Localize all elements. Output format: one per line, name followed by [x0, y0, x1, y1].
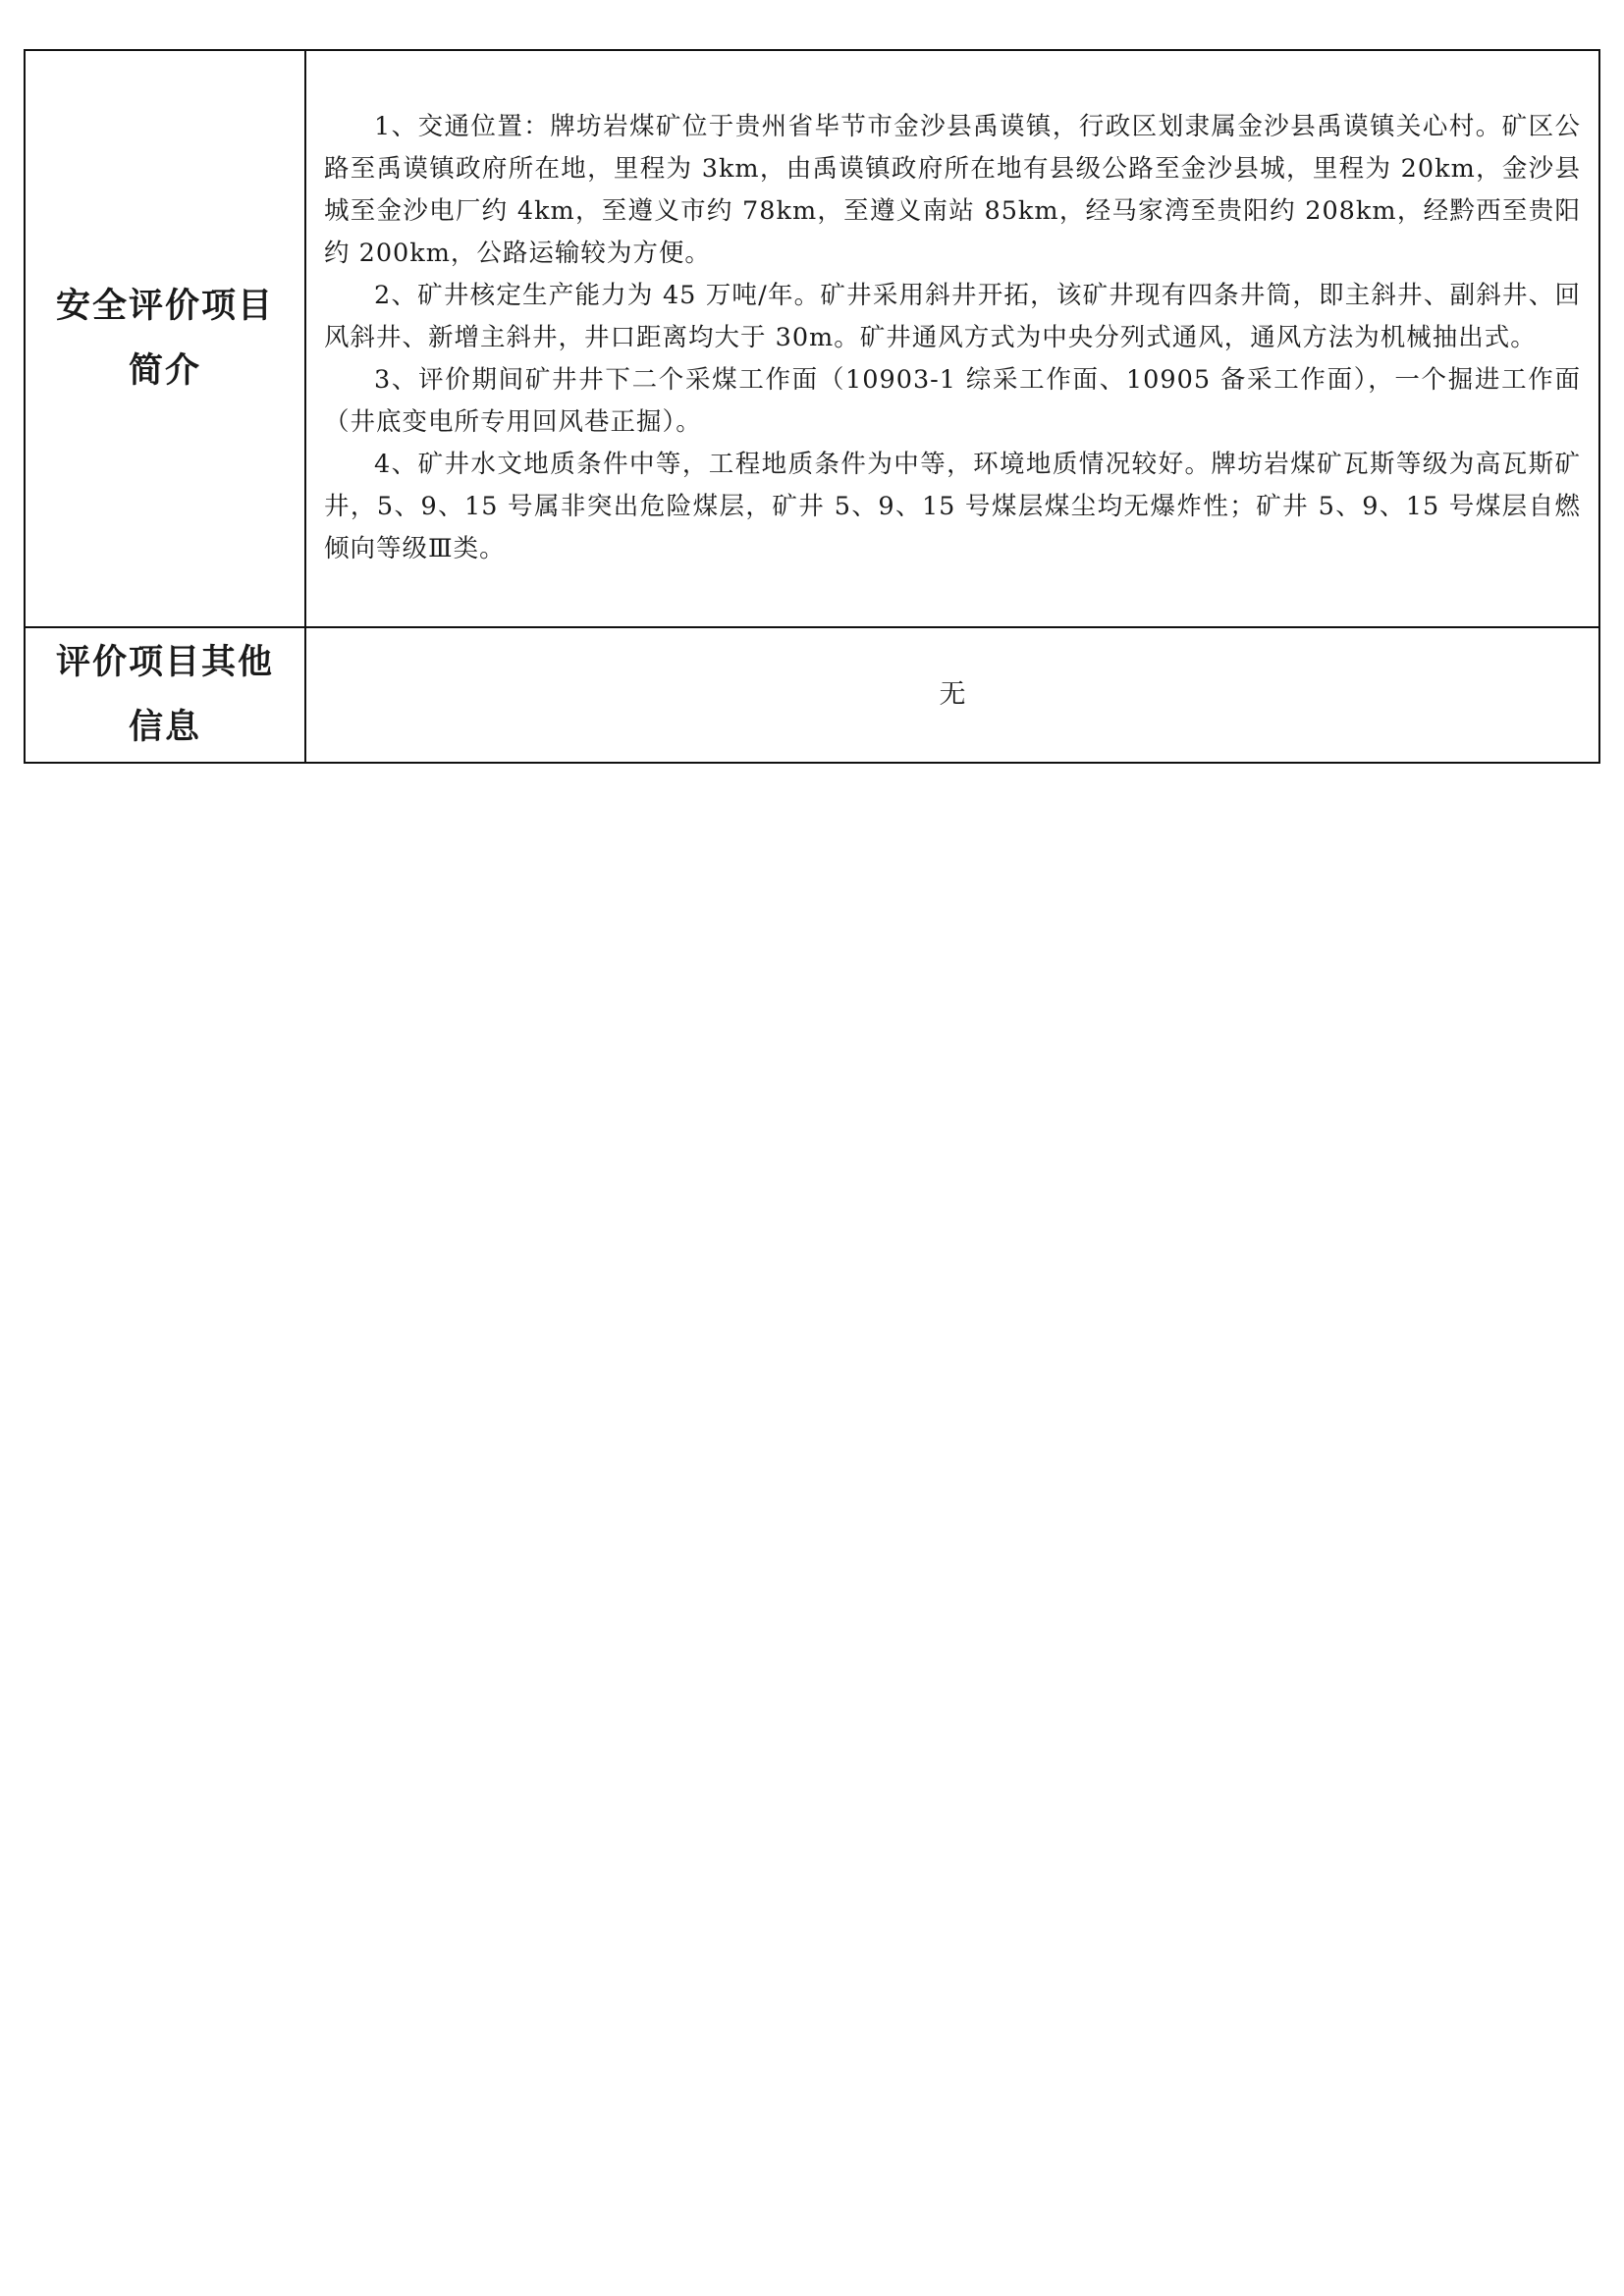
brief-paragraph-location: 1、交通位置：牌坊岩煤矿位于贵州省毕节市金沙县禹谟镇，行政区划隶属金沙县禹谟镇关心村。矿区公路至禹谟镇政府所在地，里程为 3km，由禹谟镇政府所在地有县级公路至金沙县城，里程为 20km，金沙县城至金沙电厂约 4km，至遵义市约 78km，至遵义南站 85km，经马家湾至贵阳约 208km，经黔西至贵阳约 200km，公路运输较为方便。: [324, 111, 1581, 268]
project-brief-label: 安全评价项目简介: [25, 50, 305, 627]
other-info-label: 评价项目其他信息: [25, 627, 305, 763]
project-brief-content: [305, 50, 1599, 627]
evaluation-info-table: [24, 49, 1600, 764]
table-row-other-info: [25, 627, 1599, 763]
brief-paragraph-work-faces: 3、评价期间矿井井下二个采煤工作面（10903-1 综采工作面、10905 备采工作面），一个掘进工作面（井底变电所专用回风巷正掘）。: [324, 364, 1581, 437]
other-info-value: 无: [305, 627, 1599, 763]
brief-paragraph-geology: 4、矿井水文地质条件中等，工程地质条件为中等，环境地质情况较好。牌坊岩煤矿瓦斯等级为高瓦斯矿井，5、9、15 号属非突出危险煤层，矿井 5、9、15 号煤层煤尘均无爆炸性；矿井 5、9、15 号煤层自燃倾向等级Ⅲ类。: [324, 449, 1581, 563]
brief-paragraph-capacity: 2、矿井核定生产能力为 45 万吨/年。矿井采用斜井开拓，该矿井现有四条井筒，即主斜井、副斜井、回风斜井、新增主斜井，井口距离均大于 30m。矿井通风方式为中央分列式通风，通风方法为机械抽出式。: [324, 280, 1581, 352]
table-row-project-brief: [25, 50, 1599, 627]
